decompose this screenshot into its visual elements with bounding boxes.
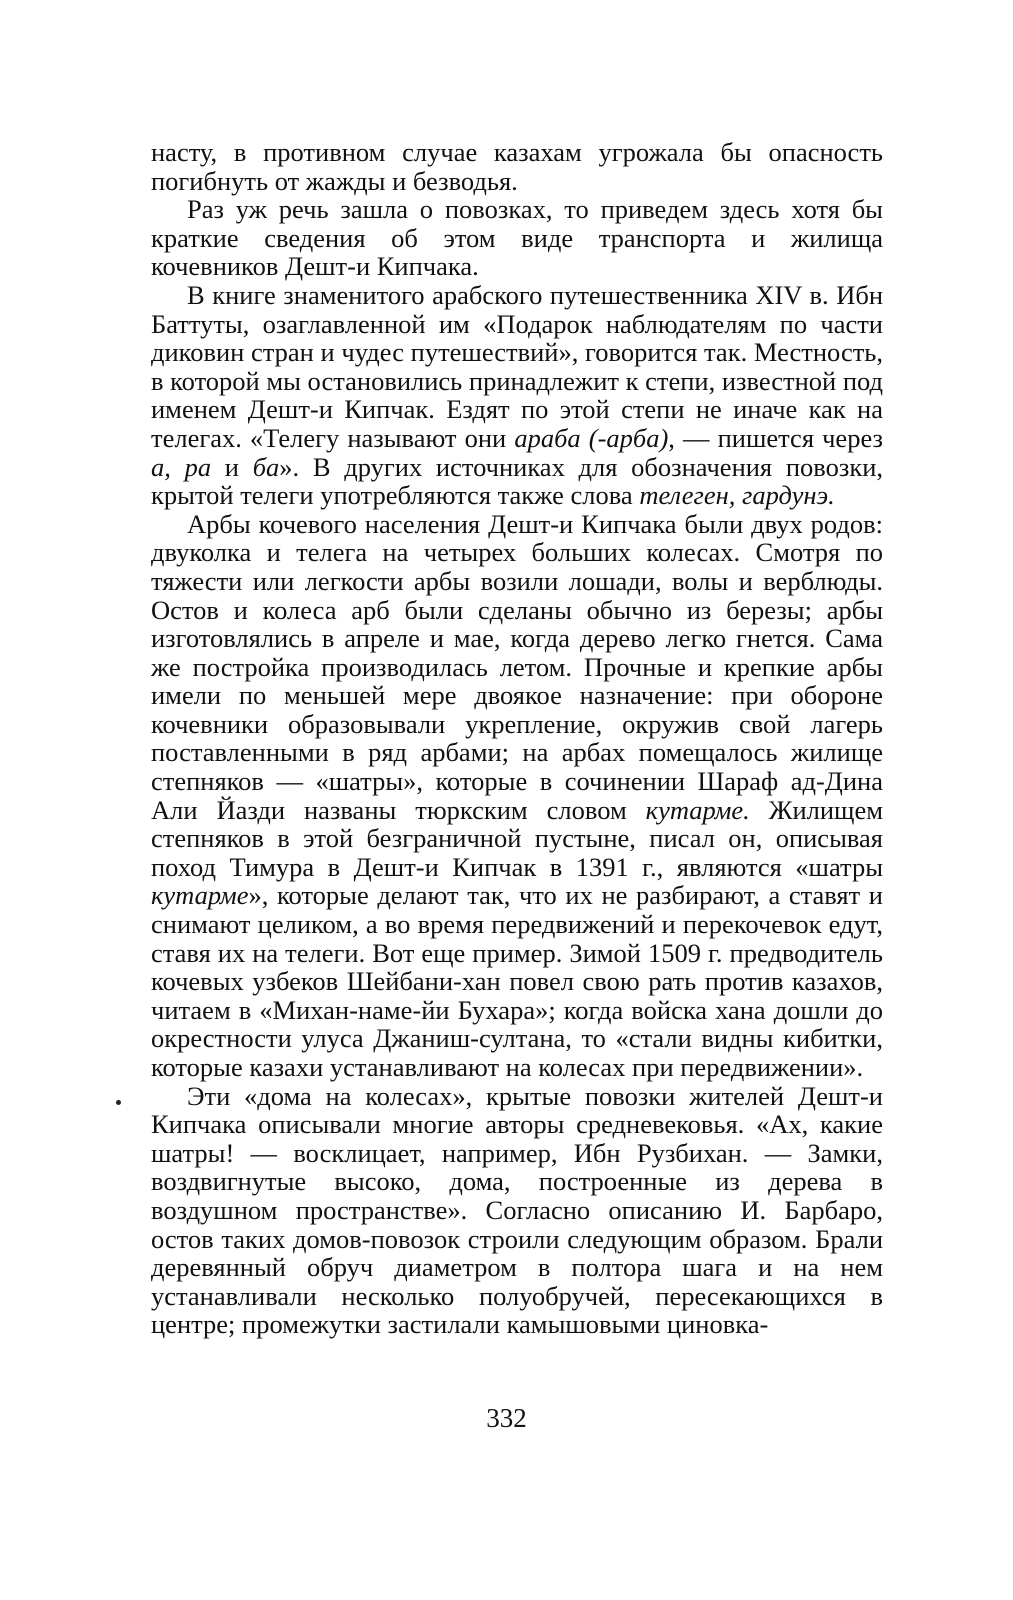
paragraph-3: [151, 281, 883, 510]
page-text: [151, 138, 883, 1339]
paragraph-5-text: Эти «дома на колесах», крытые повозки жителей Дешт-и Кипчака описывали многие авторы средневековья. «Ах, какие шатры! — восклицает, например, Ибн Рузбихан. — Замки, воздвигнутые высоко, дома, построенные из дерева в воздушном пространстве». Согласно описанию И. Барбаро, остов таких домов-повозок строили следующим образом. Брали деревянный обруч диаметром в полтора шага и на нем устанавливали несколько полуобручей, пересекающихся в центре; промежутки застилали камышовыми циновка-: [151, 1080, 883, 1340]
italic-term-kutarme: кутарме.: [645, 794, 750, 825]
paragraph-4-text: », которые делают так, что их не разбирают, а ставят и снимают целиком, а во время передвижений и перекочевок едут, ставя их на телеги. Вот еще пример. Зимой 1509 г. предводитель кочевых узбеков Шейбани-хан повел свою рать против казахов, читаем в «Михан-наме-йи Бухара»; когда войска хана дошли до окрестности улуса Джаниш-султана, то «стали видны кибитки, которые казахи устанавливают на колесах при передвижении».: [151, 880, 883, 1082]
paragraph-1-text: насту, в противном случае казахам угрожала бы опасность погибнуть от жажды и безводья.: [151, 137, 883, 196]
paragraph-3-text: и: [211, 451, 253, 482]
paragraph-5: [151, 1082, 883, 1339]
italic-term-araba: араба (-арба): [514, 422, 669, 453]
italic-letters-a-ra: а, ра: [151, 451, 212, 482]
page-number: 332: [486, 1403, 527, 1433]
scan-speck: [116, 1100, 121, 1105]
italic-terms-telegen-gardune: телеген, гардунэ.: [639, 480, 835, 511]
paragraph-3-text: , — пишется через: [668, 422, 883, 453]
paragraph-2-text: Раз уж речь зашла о повозках, то приведем здесь хотя бы краткие сведения об этом виде транспорта и жилища кочевников Дешт-и Кипчака.: [151, 194, 883, 282]
paragraph-4: [151, 510, 883, 1082]
paragraph-3-text: В книге знаменитого арабского путешественника XIV в. Ибн Баттуты, озаглавленной им «Подарок наблюдателям по части диковин стран и чудес путешествий», говорится так. Местность, в которой мы остановились принадлежит к степи, известной под именем Дешт-и Кипчак. Ездят по этой степи не иначе как на телегах. «Телегу называют они: [151, 279, 883, 453]
italic-letter-ba: ба: [252, 451, 280, 482]
paragraph-1: [151, 138, 883, 195]
paragraph-4-text: Арбы кочевого населения Дешт-и Кипчака были двух родов: двуколка и телега на четырех больших колесах. Смотря по тяжести или легкости арбы возили лошади, волы и верблюды. Остов и колеса арб были сделаны обычно из березы; арбы изготовлялись в апреле и мае, когда дерево легко гнется. Сама же постройка производилась летом. Прочные и крепкие арбы имели по меньшей мере двоякое назначение: при обороне кочевники образовывали укрепление, окружив свой лагерь поставленными в ряд арбами; на арбах помещалось жилище степняков — «шатры», которые в сочинении Шараф ад-Дина Али Йазди названы тюркским словом: [151, 508, 883, 825]
italic-term-kutarme: кутарме: [151, 880, 249, 911]
paragraph-3-text: ». В других источниках для обозначения повозки, крытой телеги употребляются также слова: [151, 451, 883, 511]
paragraph-4-text: Жилищем степняков в этой безграничной пустыне, писал он, описывая поход Тимура в Дешт-и Кипчак в 1391 г., являются «шатры: [151, 794, 883, 882]
paragraph-2: [151, 195, 883, 281]
